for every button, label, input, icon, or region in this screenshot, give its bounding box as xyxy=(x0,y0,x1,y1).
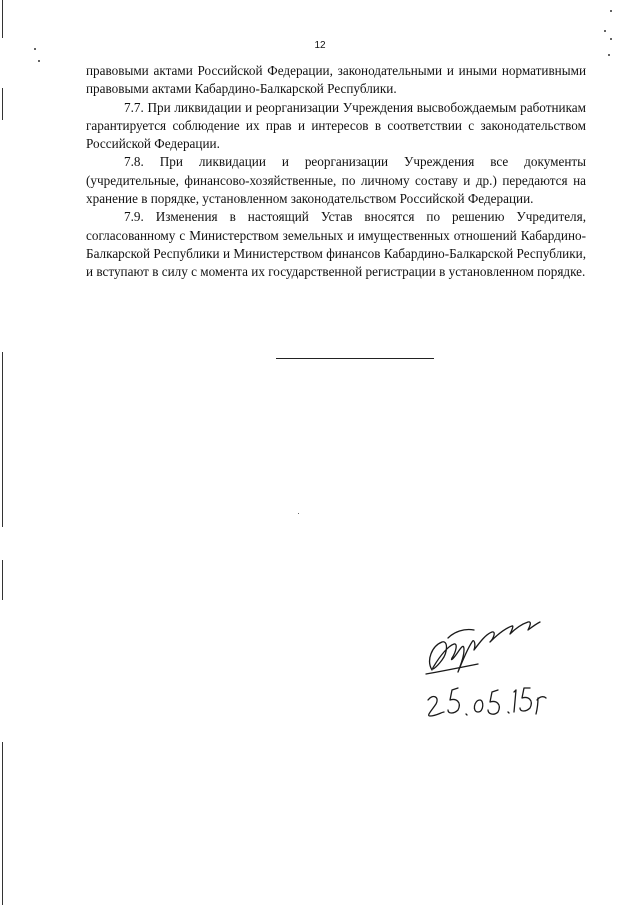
handwritten-signature xyxy=(418,608,548,733)
paragraph-7-8: 7.8. При ликвидации и реорганизации Учреждения все документы (учредительные, финансово-хозяйственные, по личному составу и др.) передаются на хранение в порядке, установленном законодательством Российской Федерации. xyxy=(86,154,586,207)
scan-speck xyxy=(608,54,610,56)
closing-rule xyxy=(276,358,434,359)
page-number: 12 xyxy=(314,40,326,51)
scan-margin-mark xyxy=(2,560,3,600)
scan-margin-mark xyxy=(2,88,3,120)
scan-speck xyxy=(610,10,612,12)
paragraph-continuation: правовыми актами Российской Федерации, законодательными и иными нормативными правовыми актами Кабардино-Балкарской Республики. xyxy=(86,63,586,97)
scan-margin-mark xyxy=(2,352,3,527)
scan-margin-mark xyxy=(2,0,3,38)
paragraph-7-9: 7.9. Изменения в настоящий Устав вносятся по решению Учредителя, согласованному с Министерством земельных и имущественных отношений Кабардино-Балкарской Республики и Министерством финансов Кабардино-Балкарской Республики, и вступают в силу с момента их государственной регистрации в установленном порядке. xyxy=(86,209,586,280)
scan-speck xyxy=(298,513,299,514)
scan-margin-mark xyxy=(2,742,3,905)
document-body xyxy=(86,62,586,282)
paragraph-7-7: 7.7. При ликвидации и реорганизации Учреждения высвобождаемым работникам гарантируется соблюдение их прав и интересов в соответствии с законодательством Российской Федерации. xyxy=(86,99,586,152)
scan-speck xyxy=(604,30,606,32)
scan-speck xyxy=(38,60,40,62)
